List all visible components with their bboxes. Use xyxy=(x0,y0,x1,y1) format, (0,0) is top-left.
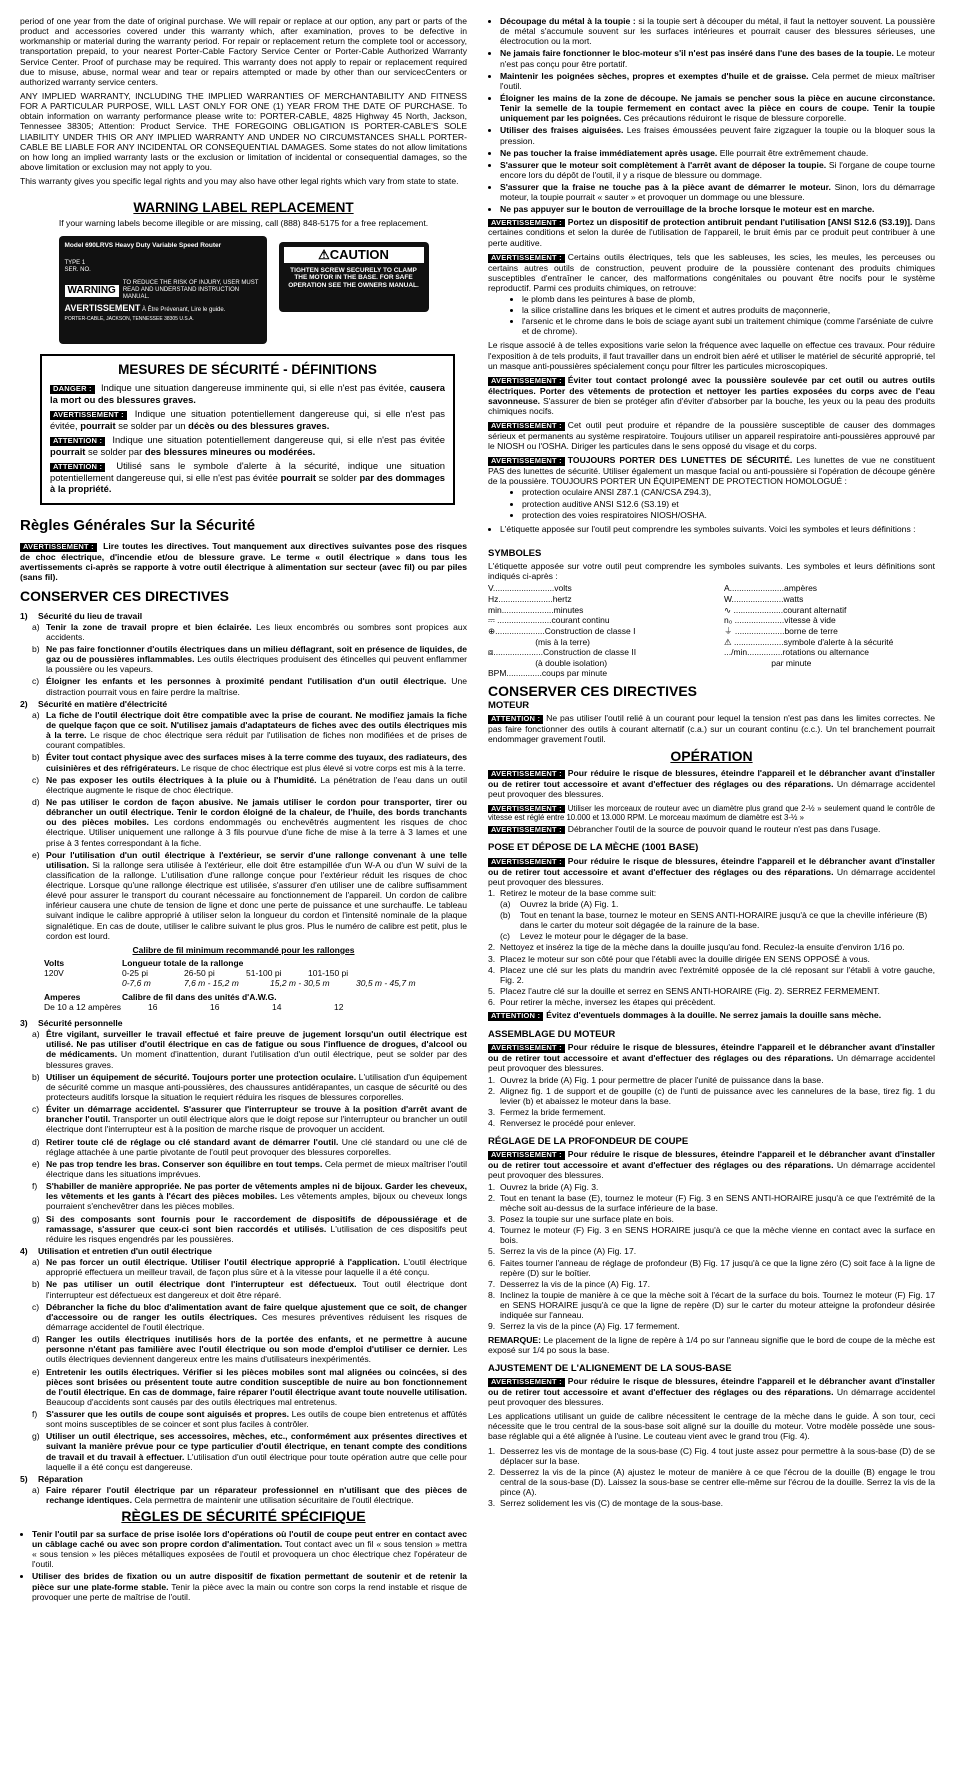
gauge-range: 26-50 pi xyxy=(184,967,215,978)
rule-item: a) Faire réparer l'outil électrique par un réparateur professionnel en n'utilisant que des pièces de rechange identiques. Cela permettra de maintenir une utilisation sécuritaire de l'outil électrique. xyxy=(32,1485,467,1506)
section-heading: 2) Sécurité en matière d'électricité xyxy=(20,698,168,709)
step: 3. Placez le moteur sur son côté pour que l'établi avec la douille dirigée EN SENS OPPOSÉ à vous. xyxy=(488,953,870,964)
ppe-list xyxy=(488,487,935,519)
rule-bold: Débrancher la fiche du bloc d'alimentation avant de faire quelque ajustement que ce soit, de changer d'accessoire ou de ranger les outils électriques. xyxy=(46,1301,467,1322)
rule-item: b) Ne pas faire fonctionner d'outils électriques dans un milieu déflagrant, soit en présence de liquides, de gaz ou de poussières inflammables. Les outils électriques produisent des étincelles qui peuvent enflammer la poussière ou les vapeurs. xyxy=(32,643,467,675)
label-avertissement-word: AVERTISSEMENT xyxy=(64,303,141,314)
label-avertissement-text: À Être Prévenant, Lire le guide. xyxy=(142,307,226,314)
avertissement-tag: AVERTISSEMENT : xyxy=(50,411,127,420)
symbol-entry: (mis à la terre) xyxy=(488,636,591,647)
rule-bold: La fiche de l'outil électrique doit être compatible avec la prise de courant. Ne modifiez jamais la fiche de quelque façon que ce soit. N'utilisez jamais d'adaptateurs de fiches avec des outils électriques mis à la terre. xyxy=(46,709,467,741)
rule-bold: Ne pas exposer les outils électriques à la pluie ou à l'humidité. xyxy=(46,774,317,785)
specific-rule: • Découpage du métal à la toupie : si la toupie sert à découper du métal, il faut la nettoyer souvent. La poussière de métal s'accumule souvent sur les surfaces intérieures et pourrait causer des blessures sérieuses, une électrocution ou la mort. xyxy=(500,16,935,46)
disconnect-text: Débrancher l'outil de la source de pouvoir quand le routeur n'est pas dans l'usage. xyxy=(567,823,881,834)
rule-text: L'utilisation d'un équipement de sécurité comme un masque anti-poussières, des chaussures antidérapantes, un casque de sécurité ou des protecteurs auditifs lorsque la situation le requiert réduira les risques de blessures corporelles. xyxy=(46,1071,467,1102)
rule-item: e) Entretenir les outils électriques. Vérifier si les pièces mobiles sont mal alignées ou coincées, si des pièces sont brisées ou présentent toute autre condition susceptible de nuire au bon fonctionnement de l'outil électrique. En cas de dommage, faire réparer l'outil électrique avant toute nouvelle utilisation. Beaucoup d'accidents sont causés par des outils électriques mal entretenus. xyxy=(32,1366,467,1407)
section-heading: 1) Sécurité du lieu de travail xyxy=(20,610,143,621)
label-avertissement-row xyxy=(65,303,261,314)
attention-bold-1: pourrait xyxy=(50,445,86,457)
warning-tag: AVERTISSEMENT : xyxy=(488,1378,565,1387)
general-intro-text: Lire toutes les directives. Tout manquement aux directives suivantes pose des risques de choc électrique, d'incendie et/ou de blessure grave. Le terme « outil électrique » dans tous les avertissements ci-après se rapporte à votre outil électrique à alimentation sur secteur (avec fil) ou par piles (sans fil). xyxy=(20,540,467,582)
rule-item: c) Éviter un démarrage accidentel. S'assurer que l'interrupteur se trouve à la position d'arrêt avant de brancher l'outil. Transporter un outil électrique alors que le doigt repose sur l'interrupteur ou brancher un outil électrique dont l'interrupteur est à la position de marche risque de provoquer un accident. xyxy=(32,1104,467,1135)
ppe-item: • protection des voies respiratoires NIOSH/OSHA. xyxy=(522,510,935,520)
rule-bold: Pour l'utilisation d'un outil électrique à l'extérieur, se servir d'une rallonge convenant à une telle utilisation. xyxy=(46,849,467,870)
gauge-awg: 14 xyxy=(272,1001,282,1012)
pose-caution-text: Évitez d'eventuels dommages à la douille. Ne serrez jamais la douille sans mèche. xyxy=(546,1010,882,1021)
step: 9. Serrez la vis de la pince (A) Fig. 17 fermement. xyxy=(488,1321,680,1332)
rule-item: a) La fiche de l'outil électrique doit être compatible avec la prise de courant. Ne modifiez jamais la fiche de quelque façon que ce soit. N'utilisez jamais d'adaptateurs de fiches avec des outils électriques mis à la terre. Le risque de choc électrique sera réduit par l'utilisation de fiches non modifiées et de prises de courant compatibles. xyxy=(32,709,468,751)
avertissement-text-2: se solder par un xyxy=(118,420,186,432)
depth-warning xyxy=(488,1149,935,1180)
symbols-right xyxy=(724,583,934,679)
router-label-image xyxy=(59,236,267,344)
warning-contact-text: S'assurer de bien se protéger afin d'éviter d'absorber par la bouche, les yeux ou la peau des produits chimiques nocifs. xyxy=(488,395,935,417)
attention-tag: ATTENTION : xyxy=(488,1012,543,1021)
gauge-volts-head: Volts xyxy=(44,957,65,968)
gauge-title: Calibre de fil minimum recommandé pour les rallonges xyxy=(132,944,355,955)
step: 7. Desserrez la vis de la pince (A) Fig. 17. xyxy=(488,1278,650,1289)
warning-tag: AVERTISSEMENT : xyxy=(488,219,565,228)
step: 3. Posez la toupie sur une surface plate en bois. xyxy=(488,1213,674,1224)
specific-rules-list-continued xyxy=(488,16,935,215)
warning-tag: AVERTISSEMENT : xyxy=(488,826,565,835)
specific-rule: • S'assurer que la fraise ne touche pas à la pièce avant de démarrer le moteur. Sinon, lors du démarrage moteur, la toupie pourrait « sauter » et provoquer un dommage ou une blessure. xyxy=(500,182,935,202)
operation-disconnect-warning xyxy=(488,824,935,835)
chemical-item: • la silice cristalline dans les briques et le ciment et autres produits de maçonnerie, xyxy=(522,305,935,315)
rule-item: e) Pour l'utilisation d'un outil électrique à l'extérieur, se servir d'une rallonge convenant à une telle utilisation. Si la rallonge sera utilisée à l'extérieur, elle doit être estampillée d'un W-A ou d'un W suivi de la classification de la rallonge. L'utilisation d'une rallonge conçue pour l'extérieur réduit les risques de choc électrique. Lorsque qu'une rallonge électrique est utilisée, s'assurer d'en utiliser une de calibre suffisamment élevé pour assurer le transport du courant nécessaire au fonctionnement de l'appareil. Un cordon de calibre inférieur causera une chute de tension de ligne et donc une perte de puissance et une surchauffe. Le tableau suivant indique le calibre approprié à utiliser selon la longueur du cordon et l'intensité nominale de la plaque signalétique. En cas de doute, utiliser le calibre suivant le plus gros. Plus le numéro de calibre est petit, plus le cordon est lourd. xyxy=(32,849,467,941)
step: 3. Serrez solidement les vis (C) de montage de la sous-base. xyxy=(488,1498,724,1509)
rule-bold: Retirer toute clé de réglage ou clé standard avant de démarrer l'outil. xyxy=(46,1136,339,1147)
rule-text: Les outils de coupe bien entretenus et affûtés sont moins susceptibles de se coincer et sont plus faciles à contrôler. xyxy=(46,1409,467,1430)
rule-item: b) Ne pas utiliser un outil électrique dont l'interrupteur est défectueux. Tout outil électrique dont l'interrupteur est défectueux est dangereux et doit être réparé. xyxy=(32,1279,467,1300)
rule-item: f) S'habiller de manière appropriée. Ne pas porter de vêtements amples ni de bijoux. Garder les cheveux, les vêtements et les gants à l'écart des pièces mobiles. Les vêtements amples, bijoux ou cheveux longs pourraient s'enchevêtrer dans les pièces mobiles. xyxy=(32,1181,467,1212)
caution-label-word: ⚠CAUTION xyxy=(284,247,424,262)
label-footer: PORTER-CABLE, JACKSON, TENNESSEE 38305 U.S.A. xyxy=(64,316,194,323)
rule-item: c) Éloigner les enfants et les personnes à proximité pendant l'utilisation d'un outil électrique. Une distraction pourrait vous en faire perdre la maîtrise. xyxy=(32,676,468,697)
step: 4. Renversez le procédé pour enlever. xyxy=(488,1118,636,1129)
attention2-text-1: Utilisé sans le symbole d'alerte à la sécurité, indique une situation potentiellement dangereuse qui, si elle n'est pas évitée xyxy=(50,460,445,483)
definition-avertissement xyxy=(50,408,445,431)
rule-bold: Éloigner les enfants et les personnes à proximité pendant l'utilisation d'un outil électrique. xyxy=(46,676,447,687)
gauge-range: 0-25 pi xyxy=(122,967,148,978)
step: 2. Desserrez la vis de la pince (A) ajustez le moteur de manière à ce que l'écrou de la douille (B) engage le trou central de la sous-base (D). Laissez la sous-base se centrer elle-même sur l'écrou de la douille. Serrez la vis de la pince (A). xyxy=(488,1466,935,1498)
rule-item: g) Utiliser un outil électrique, ses accessoires, mèches, etc., conformément aux présentes directives et suivant la manière prévue pour ce type particulier d'outil électrique, en tenant compte des conditions de travail et du travail à effectuer. L'utilisation d'un outil électrique pour toute opération autre que celle pour laquelle il a été conçu est dangereuse. xyxy=(32,1431,468,1472)
conserve-directives-title-2: CONSERVER CES DIRECTIVES xyxy=(488,683,698,700)
attention2-bold-2: par des dommages à la propriété. xyxy=(50,471,446,494)
assembly-warning xyxy=(488,1042,935,1073)
rule-item: g) Si des composants sont fournis pour le raccordement de dispositifs de dépoussiérage et de ramassage, s'assurer que ceux-ci sont bien raccordés et utilisés. L'utilisation de ces dispositifs peut réduire les risques engendrés par les poussières. xyxy=(32,1213,467,1244)
rule-text: Cela permet de mieux maîtriser l'outil électrique dans les situations imprévues. xyxy=(46,1158,467,1179)
rule-item: d) Ranger les outils électriques inutilisés hors de la portée des enfants, et ne permettre à aucune personne n'étant pas familière avec l'outil électrique ou son mode d'emploi d'utiliser ce dernier. Les outils électriques deviennent dangereux entre les mains d'utilisateurs inexpérimentés. xyxy=(32,1334,468,1365)
section-heading: 3) Sécurité personnelle xyxy=(20,1018,123,1028)
warning-glasses xyxy=(488,455,935,486)
step: 6. Pour retirer la mèche, inversez les étapes qui précèdent. xyxy=(488,997,716,1008)
step: 4. Tournez le moteur (F) Fig. 3 en SENS HORAIRE jusqu'à ce que la mèche vienne en contact avec la surface en bois. xyxy=(488,1225,935,1246)
symbol-entry: par minute xyxy=(724,657,812,668)
rule-text: Transporter un outil électrique alors que le doigt repose sur l'interrupteur ou brancher un outil électrique dont l'interrupteur est à la position de marche risque de provoquer un accident. xyxy=(46,1114,467,1135)
label-warning-word: WARNING xyxy=(65,285,119,297)
operation-bits-warning xyxy=(488,804,935,823)
warranty-paragraph-1: period of one year from the date of original purchase. We will repair or replace at our option, any part or parts of the product and accessories covered under this warranty which, after examination, proves to be defective in workmanship or material during the warranty period. For repair or replacement return the complete tool or accessory, transportation prepaid, to your nearest Porter-Cable Factory Service Center or Porter-Cable Authorized Warranty Service Center. Proof of purchase may be required. This warranty does not apply to repair or replacement required due to misuse, abuse, normal wear and tear or repairs attempted or made by other than our servicecCenters or authorized warranty service centers. xyxy=(20,16,467,87)
rule-bold: Ne pas utiliser un outil électrique dont l'interrupteur est défectueux. xyxy=(46,1279,357,1290)
subbase-steps xyxy=(488,1446,935,1509)
symbol-entry: ⎓ .......................courant continu xyxy=(488,615,610,626)
warning-tag: AVERTISSEMENT : xyxy=(488,858,565,867)
label-warning-text: TO REDUCE THE RISK OF INJURY, USER MUST READ AND UNDERSTAND INSTRUCTION MANUAL. xyxy=(122,280,259,301)
step: 6. Faites tourner l'anneau de réglage de profondeur (B) Fig. 17 jusqu'à ce que la ligne zéro (C) soit face à la ligne de repère (D) sur le boîtier. xyxy=(488,1257,935,1278)
rule-item: a) Être vigilant, surveiller le travail effectué et faire preuve de jugement lorsqu'un outil électrique est utilisé. Ne pas utiliser d'outil électrique en cas de fatigue ou sous l'influence de drogues, d'alcool ou de médicaments. Un moment d'inattention, durant l'utilisation d'un outil électrique, peut se solder par des blessures graves. xyxy=(32,1029,468,1070)
label-type: TYPE 1 xyxy=(64,259,86,266)
symbol-entry: ⏚ .....................borne de terre xyxy=(724,625,838,636)
rule-text: Cela permettra de maintenir une utilisation sécuritaire de l'outil électrique. xyxy=(131,1495,414,1506)
step: 1. Retirez le moteur de la base comme suit: xyxy=(488,887,657,898)
symbol-entry: W......................watts xyxy=(724,594,804,605)
warning-respiratory xyxy=(488,420,935,451)
motor-caution xyxy=(488,713,935,744)
rule-item: d) Ne pas utiliser le cordon de façon abusive. Ne jamais utiliser le cordon pour transporter, tirer ou débrancher un outil électrique. Tenir le cordon éloigné de la chaleur, de l'huile, des bords tranchants ou des pièces mobiles. Les cordons endommagés ou enchevêtrés augmentent les risques de choc électrique. Utiliser uniquement une rallonge à 3 fils pourvue d'une fiche de mise à la terre à 3 lames et une prise à 3 fentes correspondant à la fiche. xyxy=(32,796,468,848)
gauge-head-row xyxy=(44,958,467,968)
avertissement-text-1: Indique une situation potentiellement dangereuse qui, si elle n'est pas évitée, xyxy=(50,408,445,432)
avertissement-bold-1: pourrait xyxy=(80,420,116,432)
operation-unplug-warning xyxy=(488,768,935,799)
warning-hearing xyxy=(488,217,935,248)
numbered-sections xyxy=(20,611,467,941)
gauge-awg-head: Calibre de fil dans des unités d'A.W.G. xyxy=(122,991,277,1002)
warning-labels xyxy=(20,236,467,344)
rule-bold: Être vigilant, surveiller le travail effectué et faire preuve de jugement lorsqu'un outil électrique est utilisé. Ne pas utiliser d'outil électrique en cas de fatigue ou sous l'influence de drogues, d'alcool ou de médicaments. xyxy=(46,1029,467,1060)
rule-text: Le risque de choc électrique est plus élevé si votre corps est mis à la terre. xyxy=(178,762,466,773)
unplug-bold: Pour réduire le risque de blessures, éteindre l'appareil et le débrancher avant d'installer ou de retirer tout accessoire et avant d'effectuer des réglages ou des réparations. xyxy=(488,855,935,877)
rule-bold: Éviter un démarrage accidentel. S'assurer que l'interrupteur se trouve à la position d'arrêt avant de brancher l'outil. xyxy=(46,1104,467,1125)
depth-title: RÉGLAGE DE LA PROFONDEUR DE COUPE xyxy=(488,1136,689,1148)
rule-item: c) Ne pas exposer les outils électriques à la pluie ou à l'humidité. La pénétration de l'eau dans un outil électrique augmente le risque de choc électrique. xyxy=(32,774,467,795)
definitions-title: MESURES DE SÉCURITÉ - DÉFINITIONS xyxy=(118,362,377,378)
rule-item: d) Retirer toute clé de réglage ou clé standard avant de démarrer l'outil. Une clé standard ou une clé de réglage attachée à une partie pivotante de l'outil peut provoquer des blessures corporelles. xyxy=(32,1136,467,1157)
unplug-bold: Pour réduire le risque de blessures, éteindre l'appareil et le débrancher avant d'installer ou de retirer tout accessoire et avant d'effectuer des réglages ou des réparations. xyxy=(488,1375,935,1397)
rule-item: b) Utiliser un équipement de sécurité. Toujours porter une protection oculaire. L'utilisation d'un équipement de sécurité comme un masque anti-poussières, des chaussures antidérapantes, un casque de sécurité ou des protecteurs auditifs lorsque la situation le requiert réduira les risques de blessures corporelles. xyxy=(32,1071,467,1102)
gauge-metric: 30,5 m - 45,7 m xyxy=(356,977,416,988)
rule-bold: S'habiller de manière appropriée. Ne pas porter de vêtements amples ni de bijoux. Garder les cheveux, les vêtements et les gants à l'écart des pièces mobiles. xyxy=(46,1181,467,1202)
caution-label-image xyxy=(279,242,429,312)
specific-rule: • Maintenir les poignées sèches, propres et exemptes d'huile et de graisse. Cela permet de mieux maîtriser l'outil. xyxy=(500,71,935,91)
rule-text: Les lieux encombrés ou sombres sont propices aux accidents. xyxy=(46,621,467,642)
step: 2. Tout en tenant la base (E), tournez le moteur (F) Fig. 3 en SENS ANTI-HORAIRE jusqu'à ce que l'extrémité de la mèche soit au-dessus de la surface inférieure de la base. xyxy=(488,1192,935,1213)
pose-caution xyxy=(488,1010,935,1021)
warranty-paragraph-3: This warranty gives you specific legal rights and you may also have other legal rights which vary from state to state. xyxy=(20,176,459,187)
warning-contact xyxy=(488,375,935,416)
warning-tag: AVERTISSEMENT : xyxy=(488,805,565,814)
unplug-bold: Pour réduire le risque de blessures, éteindre l'appareil et le débrancher avant d'installer ou de retirer tout accessoire et avant d'effectuer des réglages ou des réparations. xyxy=(488,1042,935,1064)
definitions-box xyxy=(40,354,455,505)
step: 8. Inclinez la toupie de manière à ce que la mèche soit à l'écart de la surface du bois. Tournez le moteur (F) Fig. 17 en SENS HORAIRE jusqu'à ce que la ligne de repère (D) sur le carter du moteur atteigne la profondeur désirée indiquée sur l'anneau. xyxy=(488,1289,935,1321)
label-replacement-text: If your warning labels become illegible or are missing, call (888) 848-5175 for a free replacement. xyxy=(58,218,429,229)
label-replacement-title: WARNING LABEL REPLACEMENT xyxy=(133,200,354,216)
specific-rule: • Ne pas toucher la fraise immédiatement après usage. Elle pourrait être extrêmement chaude. xyxy=(500,148,935,158)
step: 2. Alignez fig. 1 de support et de goupille (c) de l'unti de puissance avec les cannelures de la base, tirez fig. 1 du levier (b) et abaissez le moteur dans la base. xyxy=(488,1085,935,1106)
attention-tag: ATTENTION : xyxy=(50,437,105,446)
gauge-amp-head-row xyxy=(44,992,467,1002)
substep: (c) Levez le moteur pour le dégager de la base. xyxy=(500,931,689,942)
step: 3. Fermez la bride fermement. xyxy=(488,1106,606,1117)
rule-bold: S'assurer que les outils de coupe sont aiguisés et propres. xyxy=(46,1409,289,1420)
conserve-directives-title: CONSERVER CES DIRECTIVES xyxy=(20,588,230,605)
section-heading: 5) Réparation xyxy=(20,1473,83,1484)
general-rules-title: Règles Générales Sur la Sécurité xyxy=(20,517,256,535)
unplug-text: Un démarrage accidentel peut provoquer des blessures. xyxy=(488,1053,935,1074)
rule-text: La pénétration de l'eau dans un outil électrique augmente le risque de choc électrique. xyxy=(46,774,467,795)
attention-text-1: Indique une situation potentiellement dangereuse qui, si elle n'est pas évitée xyxy=(112,434,445,446)
rule-item: c) Débrancher la fiche du bloc d'alimentation avant de faire quelque ajustement que ce soit, de changer d'accessoire ou de ranger les outils électriques. Ces mesures préventives réduisent les risques de démarrage accidentel de l'outil électrique. xyxy=(32,1301,467,1332)
definition-attention-property xyxy=(50,460,445,494)
label-warning-row xyxy=(65,280,261,301)
warning-tag: AVERTISSEMENT : xyxy=(488,1044,565,1053)
unplug-text: Un démarrage accidentel peut provoquer des blessures. xyxy=(488,1386,935,1407)
gauge-table xyxy=(44,945,467,1012)
gauge-range-row xyxy=(44,968,467,978)
gauge-range: 51-100 pi xyxy=(246,967,282,978)
danger-text: Indique une situation dangereuse imminente qui, si elle n'est pas évitée, xyxy=(100,382,407,394)
rule-text: Les outils électriques produisent des étincelles qui peuvent enflammer la poussière ou les vapeurs. xyxy=(46,654,467,675)
ppe-item: • protection oculaire ANSI Z87.1 (CAN/CSA Z94.3), xyxy=(522,487,935,497)
subbase-intro: Les applications utilisant un guide de calibre nécessitent le centrage de la mèche dans le guide. À son tour, ceci nécessite que le trou central de la sous-base soit aligné sur la douille du moteur. Votre modèle possède une sous-base réglable qui a été alignée à l'usine. Le couteau vient avec le grand trou (Fig. 4). xyxy=(488,1411,935,1442)
gauge-amps: De 10 a 12 ampères xyxy=(44,1001,122,1012)
step: 1. Ouvrez la bride (A) Fig. 1 pour permettre de placer l'unité de puissance dans la base. xyxy=(488,1074,824,1085)
warning-tag: AVERTISSEMENT : xyxy=(488,254,565,263)
substep: (b) Tout en tenant la base, tournez le moteur en SENS ANTI-HORAIRE jusqu'à ce que la cheville inférieure (B) dans le carter du moteur soit dégagée de la rainure de la base. xyxy=(500,910,928,931)
specific-rules-title: RÈGLES DE SÉCURITÉ SPÉCIFIQUE xyxy=(121,1508,366,1525)
label-symbols-bullet xyxy=(488,524,935,534)
gauge-metric: 15,2 m - 30,5 m xyxy=(270,977,330,988)
symbols-grid xyxy=(488,583,935,679)
rule-bold: Éviter tout contact physique avec des surfaces mises à la terre comme des tuyaux, des radiateurs, des cuisinières et des réfrigérateurs. xyxy=(46,752,467,773)
gauge-amps-head: Amperes xyxy=(44,991,81,1002)
rule-text: Les outils électriques deviennent dangereux entre les mains d'utilisateurs inexpérimentés. xyxy=(46,1344,468,1365)
symbol-entry: (à double isolation) xyxy=(488,657,608,668)
rule-text: Une clé standard ou une clé de réglage attachée à une partie pivotante de l'outil peut provoquer des blessures corporelles. xyxy=(46,1136,467,1157)
attention2-tag: ATTENTION : xyxy=(50,463,105,472)
substep: (a) Ouvrez la bride (A) Fig. 1. xyxy=(500,898,619,909)
rule-bold: Ranger les outils électriques inutilisés hors de la portée des enfants, et ne permettre à aucune personne n'étant pas familière avec l'outil électrique ou son mode d'emploi d'utiliser ce dernier. xyxy=(46,1334,467,1355)
danger-tag: DANGER : xyxy=(50,385,95,394)
symbol-entry: ⧈.....................Construction de classe II xyxy=(488,647,637,658)
subbase-warning xyxy=(488,1376,935,1407)
attention-text-2: se solder par xyxy=(88,445,143,457)
bits-text: Utiliser les morceaux de routeur avec un diamètre plus grand que 2-½ » seulement quand le contrôle de vitesse est réglé entre 10.000 et 13.000 RPM. Le morceau maximum de diamètre est 3-½ » xyxy=(488,803,935,823)
warning-tag: AVERTISSEMENT : xyxy=(488,770,565,779)
gauge-volts: 120V xyxy=(44,967,64,978)
rule-text: Tout outil électrique dont l'interrupteur est défectueux est dangereux et doit être réparé. xyxy=(46,1279,467,1300)
rule-bold: Ne pas trop tendre les bras. Conserver son équilibre en tout temps. xyxy=(46,1158,323,1169)
symbols-title: SYMBOLES xyxy=(488,547,542,559)
symbol-entry: min......................minutes xyxy=(488,604,584,615)
pose-steps xyxy=(488,888,935,1008)
rule-text: L'utilisation d'un outil électrique pour toute opération autre que celle pour laquelle il a été conçu est dangereuse. xyxy=(46,1451,468,1472)
rule-text: Une distraction pourrait vous en faire perdre la maîtrise. xyxy=(46,676,468,697)
symbol-entry: Hz.......................hertz xyxy=(488,594,572,605)
gauge-awg: 12 xyxy=(334,1001,344,1012)
numbered-sections-continued xyxy=(20,1018,467,1505)
rule-bold: Entretenir les outils électriques. Vérifier si les pièces mobiles sont mal alignées ou coincées, si des pièces sont brisées ou présentent toute autre condition susceptible de nuire au bon fonctionnement de l'outil électrique. En cas de dommage, faire réparer l'outil électrique avant toute nouvelle utilisation. xyxy=(46,1366,467,1397)
warning-respiratory-text: Cet outil peut produire et répandre de la poussière susceptible de causer des dommages sérieux et permanents au système respiratoire. Toujours utiliser un appareil respiratoire anti-poussières approuvé par le NIOSH ou l'OSHA. Diriger les particules dans le sens opposé du visage et du corps. xyxy=(488,420,935,452)
rule-bold: Utiliser un outil électrique, ses accessoires, mèches, etc., conformément aux présentes directives et suivant la manière prévue pour ce type particulier d'outil électrique, en tenant compte des conditions de travail et du travail à effectuer. xyxy=(46,1431,467,1462)
attention-bold-2: des blessures mineures ou modérées. xyxy=(144,445,316,457)
symbols-intro: L'étiquette apposée sur votre outil peut comprendre les symboles suivants. Les symboles et leurs définitions sont indiqués ci-après : xyxy=(488,561,935,582)
gauge-range: 101-150 pi xyxy=(308,967,349,978)
rule-bold: Ne pas faire fonctionner d'outils électriques dans un milieu déflagrant, soit en présence de liquides, de gaz ou de poussières inflammables. xyxy=(46,643,467,665)
gauge-awg: 16 xyxy=(210,1001,220,1012)
specific-rule: • Utiliser des fraises aiguisées. Les fraises émoussées peuvent faire zigzaguer la toupie ou la bloquer sous la pression. xyxy=(500,125,935,145)
warning-dust-chemicals xyxy=(488,252,935,293)
rule-bold: Tenir la zone de travail propre et bien éclairée. xyxy=(46,621,252,632)
label-serial: SER. NO. xyxy=(64,267,91,274)
unplug-text: Un démarrage accidentel peut provoquer des blessures. xyxy=(488,1160,935,1181)
rule-text: Les vêtements amples, bijoux ou cheveux longs pourraient s'enchevêtrer dans les pièces mobiles. xyxy=(46,1191,467,1212)
step: 2. Nettoyez et insérez la tige de la mèche dans la douille jusqu'au fond. Reculez-la ensuite d'environ 1/16 po. xyxy=(488,942,905,953)
warning-hearing-bold: Portez un dispositif de protection antibruit pendant l'utilisation [ANSI S12.6 (S3.19)]. xyxy=(567,216,913,227)
assembly-title: ASSEMBLAGE DU MOTEUR xyxy=(488,1029,616,1041)
caution-label-text: TIGHTEN SCREW SECURELY TO CLAMP THE MOTOR IN THE BASE. FOR SAFE OPERATION SEE THE OWNERS MANUAL. xyxy=(288,266,419,289)
warning-tag: AVERTISSEMENT : xyxy=(488,422,565,431)
symbol-entry: ∿ .....................courant alternatif xyxy=(724,604,847,615)
symbol-entry: .../min...............rotations ou alternance xyxy=(724,647,870,658)
step: 4. Placez une clé sur les plats du mandrin avec l'extrémité opposée de la clé reposant sur l'établi à votre gauche, Fig. 2. xyxy=(488,964,935,985)
gauge-awg: 16 xyxy=(148,1001,158,1012)
gauge-metric: 0-7,6 m xyxy=(122,977,151,988)
warranty-paragraph-2: ANY IMPLIED WARRANTY, INCLUDING THE IMPLIED WARRANTIES OF MERCHANTABILITY AND FITNESS FOR A PARTICULAR PURPOSE, WILL LAST ONLY FOR ONE (1) YEAR FROM THE DATE OF PURCHASE. To obtain information on warranty performance please write to: PORTER-CABLE, 4825 Highway 45 North, Jackson, Tennessee 38305; Attention: Product Service. THE FOREGOING OBLIGATION IS PORTER-CABLE'S SOLE LIABILITY UNDER THIS OR ANY IMPLIED WARRANTY AND UNDER NO CIRCUMSTANCES SHALL PORTER-CABLE BE LIABLE FOR ANY INCIDENTAL OR CONSEQUENTIAL DAMAGES. Some states do not allow limitations on how long an implied warranty lasts or the exclusion or limitation of incidental or consequential damages, so the above limitation or exclusion may not apply to you. xyxy=(20,90,467,172)
rule-bold: Faire réparer l'outil électrique par un réparateur professionnel en n'utilisant que des pièces de rechange identiques. xyxy=(46,1485,467,1506)
right-column xyxy=(488,16,935,1511)
rule-item: e) Ne pas trop tendre les bras. Conserver son équilibre en tout temps. Cela permet de mieux maîtriser l'outil électrique dans les situations imprévues. xyxy=(32,1158,467,1179)
rule-text: Le risque de choc électrique sera réduit par l'utilisation de fiches non modifiées et de prises de courant compatibles. xyxy=(46,730,468,751)
pose-title: POSE ET DÉPOSE DE LA MÈCHE (1001 BASE) xyxy=(488,842,699,854)
assembly-steps xyxy=(488,1075,935,1129)
label-model: Model 690LRVS Heavy Duty Variable Speed Router xyxy=(64,242,222,250)
warning-glasses-text: Les lunettes de vue ne constituent PAS des lunettes de sécurité. Utiliser également un masque facial ou anti-poussière si l'opération de découpe génère de la poussière. TOUJOURS PORTER UN ÉQUIPEMENT DE PROTECTION HOMOLOGUÉ : xyxy=(488,455,935,487)
specific-rule: • Éloigner les mains de la zone de découpe. Ne jamais se pencher sous la pièce en aucune circonstance. Tenir la semelle de la toupie fermement en contact avec la pièce en cours de coupe. Tenir la toupie uniquement par les poignées. Ces précautions réduiront le risque de blessure corporelle. xyxy=(500,93,935,123)
symbol-entry: V..........................volts xyxy=(488,583,572,594)
step: 1. Ouvrez la bride (A) Fig. 3. xyxy=(488,1181,599,1192)
unplug-text: Un démarrage accidentel peut provoquer des blessures. xyxy=(488,866,935,887)
depth-remark xyxy=(488,1335,935,1355)
unplug-bold: Pour réduire le risque de blessures, éteindre l'appareil et le débrancher avant d'installer ou de retirer tout accessoire et avant d'effectuer des réglages ou des réparations. xyxy=(488,1149,935,1171)
rule-text: Beaucoup d'accidents sont causés par des outils électriques mal entretenus. xyxy=(46,1396,338,1407)
warning-contact-bold: Éviter tout contact prolongé avec la poussière soulevée par cet outil ou autres outils électriques. Porter des vêtements de protection et nettoyer les parties exposées du corps avec de l'eau savonneuse. xyxy=(488,374,935,406)
rule-text: L'utilisation de ces dispositifs peut réduire les risques engendrés par les poussières. xyxy=(46,1223,467,1244)
chemical-item: • le plomb dans les peintures à base de plomb, xyxy=(522,294,935,304)
motor-text: Ne pas utiliser l'outil relié à un courant pour lequel la tension n'est pas dans les limites correctes. Ne pas faire fonctionner des outils à courant alternatif (c.a.) sur un courant continu (c.c.). Un tel branchement pourrait endommager gravement l'outil. xyxy=(488,712,935,744)
warning-glasses-bold: TOUJOURS PORTER DES LUNETTES DE SÉCURITÉ. xyxy=(567,455,793,466)
definition-attention xyxy=(50,434,445,457)
pose-warning xyxy=(488,856,935,887)
symbols-left xyxy=(488,583,724,679)
step: 1. Desserrez les vis de montage de la sous-base (C) Fig. 4 tout juste assez pour permettre à la sous-base (D) de se déplacer sur la base. xyxy=(488,1445,935,1466)
gauge-length-head: Longueur totale de la rallonge xyxy=(122,957,244,968)
gauge-awg-row xyxy=(44,1002,467,1012)
rule-bold: Ne pas forcer un outil électrique. Utiliser l'outil électrique approprié à l'application. xyxy=(46,1257,400,1268)
rule-item: a) Tenir la zone de travail propre et bien éclairée. Les lieux encombrés ou sombres sont propices aux accidents. xyxy=(32,621,467,642)
subbase-title: AJUSTEMENT DE L'ALIGNEMENT DE LA SOUS-BASE xyxy=(488,1362,732,1374)
remark-text: Le placement de la ligne de repère à 1/4 po sur l'anneau signifie que le bord de coupe de la mèche est exposé sur 1/4 po sous la base. xyxy=(488,1334,935,1355)
specific-rule: • S'assurer que le moteur soit complètement à l'arrêt avant de déposer la toupie. Si l'organe de coupe tourne encore lors du dépôt de l'outil, il y a risque de blessure ou dommage. xyxy=(500,160,935,180)
rule-bold: Ne pas utiliser le cordon de façon abusive. Ne jamais utiliser le cordon pour transporter, tirer ou débrancher un outil électrique. Tenir le cordon éloigné de la chaleur, de l'huile, des bords tranchants ou des pièces mobiles. xyxy=(46,796,467,828)
symbol-entry: ⚠ .....................symbole d'alerte à la sécurité xyxy=(724,636,894,647)
symbol-entry: BPM...............coups par minute xyxy=(488,668,608,679)
warning-tag: AVERTISSEMENT : xyxy=(488,377,565,386)
rule-text: Ces mesures préventives réduisent les risques de démarrage accidentel de l'outil électrique. xyxy=(46,1311,467,1332)
left-column xyxy=(20,16,467,1604)
rule-bold: Utiliser un équipement de sécurité. Toujours porter une protection oculaire. xyxy=(46,1071,357,1082)
rule-bold: Si des composants sont fournis pour le raccordement de dispositifs de dépoussiérage et de ramassage, s'assurer que ceux-ci sont bien raccordés et utilisés. xyxy=(46,1213,467,1234)
gauge-metric: 7,6 m - 15,2 m xyxy=(184,977,239,988)
symbol-entry: ⊕.....................Construction de classe I xyxy=(488,625,636,636)
ppe-item: • protection auditive ANSI S12.6 (S3.19) et xyxy=(522,499,935,509)
danger-bold: causera la mort ou des blessures graves. xyxy=(50,382,446,406)
chemicals-list xyxy=(488,294,935,337)
general-tag: AVERTISSEMENT : xyxy=(20,543,97,552)
warning-hearing-text: Dans certaines conditions et selon la durée de l'utilisation de l'appareil, le bruit émis par ce produit peut contribuer à une perte auditive. xyxy=(488,216,935,248)
general-intro xyxy=(20,541,467,582)
chemical-item: • l'arsenic et le chrome dans le bois de sciage ayant subi un traitement chimique (comme l'arséniate de cuivre et de chrome). xyxy=(522,316,935,336)
depth-steps xyxy=(488,1182,935,1332)
warning-dust-text: Certains outils électriques, tels que les sableuses, les scies, les meules, les perceuses ou certains autres outils de construction, peuvent produire de la poussière contenant des produits chimiques susceptibles d'entraîner le cancer, des malformations congénitales ou pouvant être nocifs pour le système reproductif. Parmi ces produits chimiques, on retrouve: xyxy=(488,251,935,293)
warning-tag: AVERTISSEMENT : xyxy=(488,457,565,466)
specific-rule: • Tenir l'outil par sa surface de prise isolée lors d'opérations où l'outil de coupe peut entrer en contact avec un câblage caché ou avec son propre cordon d'alimentation. Tout contact avec un fil « sous tension » mettra « sous tension » les pièces métalliques exposées de l'outil et provoquera un choc électrique chez l'opérateur de l'outil. xyxy=(32,1529,467,1570)
step: 5. Placez l'autre clé sur la douille et serrez en SENS ANTI-HORAIRE (Fig. 2). SERREZ FERMEMENT. xyxy=(488,986,880,997)
rule-text: Si la rallonge sera utilisée à l'extérieur, elle doit être estampillée d'un W-A ou d'un W suivi de la classification de la rallonge. L'utilisation d'une rallonge conçue pour l'extérieur réduit les risques de choc électrique. Lorsque qu'une rallonge électrique est utilisée, s'assurer d'en utiliser une de calibre suffisamment élevé pour assurer le transport du courant nécessaire au fonctionnement de l'appareil. Un cordon de calibre inférieur causera une chute de tension de ligne et donc une perte de puissance et une surchauffe. Le tableau suivant indique le calibre approprié à utiliser selon la longueur du cordon et l'intensité nominale de la plaque signalétique. En cas de doute, utiliser le calibre suivant le plus gros. Plus le numéro de calibre est petit, plus le cordon est lourd. xyxy=(46,859,467,941)
motor-tag: ATTENTION : xyxy=(488,715,543,724)
remark-label: REMARQUE: xyxy=(488,1334,541,1345)
attention2-text-2: se solder xyxy=(318,471,357,483)
label-symbols-text: • L'étiquette apposée sur l'outil peut comprendre les symboles suivants. Voici les symboles et leurs définitions : xyxy=(500,524,935,534)
specific-rules-list xyxy=(20,1529,467,1602)
attention2-bold-1: pourrait xyxy=(280,471,316,483)
risk-paragraph: Le risque associé à de telles expositions varie selon la fréquence avec laquelle on effectue ces travaux. Pour réduire l'exposition à de tels produits, il faut travailler dans un endroit bien aéré et utiliser le matériel de sécurité approprié, tel un masque anti-poussières spécialement conçu pour filtrer les particules microscopiques. xyxy=(488,340,935,371)
specific-rule: • Ne jamais faire fonctionner le bloc-moteur s'il n'est pas inséré dans l'une des bases de la toupie. Le moteur n'est pas conçu pour être portatif. xyxy=(500,48,935,68)
rule-text: Un moment d'inattention, durant l'utilisation d'un outil électrique, peut se solder par des blessures graves. xyxy=(46,1049,468,1070)
specific-rule: • Ne pas appuyer sur le bouton de verrouillage de la broche lorsque le moteur est en marche. xyxy=(500,204,935,214)
rule-text: Les cordons endommagés ou enchevêtrés augmentent les risques de choc électrique. Utiliser uniquement une rallonge à 3 fils pourvue d'une fiche de mise à la terre à 3 lames et une prise à 3 fentes correspondant à la fiche. xyxy=(46,817,468,848)
avertissement-bold-2: décès ou des blessures graves. xyxy=(188,420,330,432)
unplug-bold: Pour réduire le risque de blessures, éteindre l'appareil et le débrancher avant d'installer ou de retirer tout accessoire et avant d'effectuer des réglages ou des réparations. xyxy=(488,768,935,790)
step: 5. Serrez la vis de la pince (A) Fig. 17. xyxy=(488,1246,637,1257)
rule-item: a) Ne pas forcer un outil électrique. Utiliser l'outil électrique approprié à l'application. L'outil électrique approprié effectuera un meilleur travail, de façon plus sûre et à la vitesse pour laquelle il a été conçu. xyxy=(32,1257,467,1278)
motor-title: MOTEUR xyxy=(488,699,530,711)
gauge-metric-row xyxy=(44,978,467,988)
symbol-entry: n₀ .....................vitesse à vide xyxy=(724,615,836,626)
symbol-entry: A.......................ampères xyxy=(724,583,818,594)
unplug-text: Un démarrage accidentel peut provoquer des blessures. xyxy=(488,779,935,800)
rule-item: f) S'assurer que les outils de coupe sont aiguisés et propres. Les outils de coupe bien entretenus et affûtés sont moins susceptibles de se coincer et sont plus faciles à contrôler. xyxy=(32,1409,467,1430)
definition-danger xyxy=(50,382,445,405)
operation-title: OPÉRATION xyxy=(670,747,753,764)
warning-tag: AVERTISSEMENT : xyxy=(488,1151,565,1160)
section-heading: 4) Utilisation et entretien d'un outil électrique xyxy=(20,1245,212,1256)
rule-text: L'outil électrique approprié effectuera un meilleur travail, de façon plus sûre et à la vitesse pour laquelle il a été conçu. xyxy=(46,1257,467,1278)
rule-item: b) Éviter tout contact physique avec des surfaces mises à la terre comme des tuyaux, des radiateurs, des cuisinières et des réfrigérateurs. Le risque de choc électrique est plus élevé si votre corps est mis à la terre. xyxy=(32,752,467,773)
specific-rule: • Utiliser des brides de fixation ou un autre dispositif de fixation permettant de soutenir et de retenir la pièce sur une plate-forme stable. Tenir la pièce avec la main ou contre son corps la rend instable et risque de provoquer une perte de maîtrise de l'outil. xyxy=(32,1571,467,1601)
